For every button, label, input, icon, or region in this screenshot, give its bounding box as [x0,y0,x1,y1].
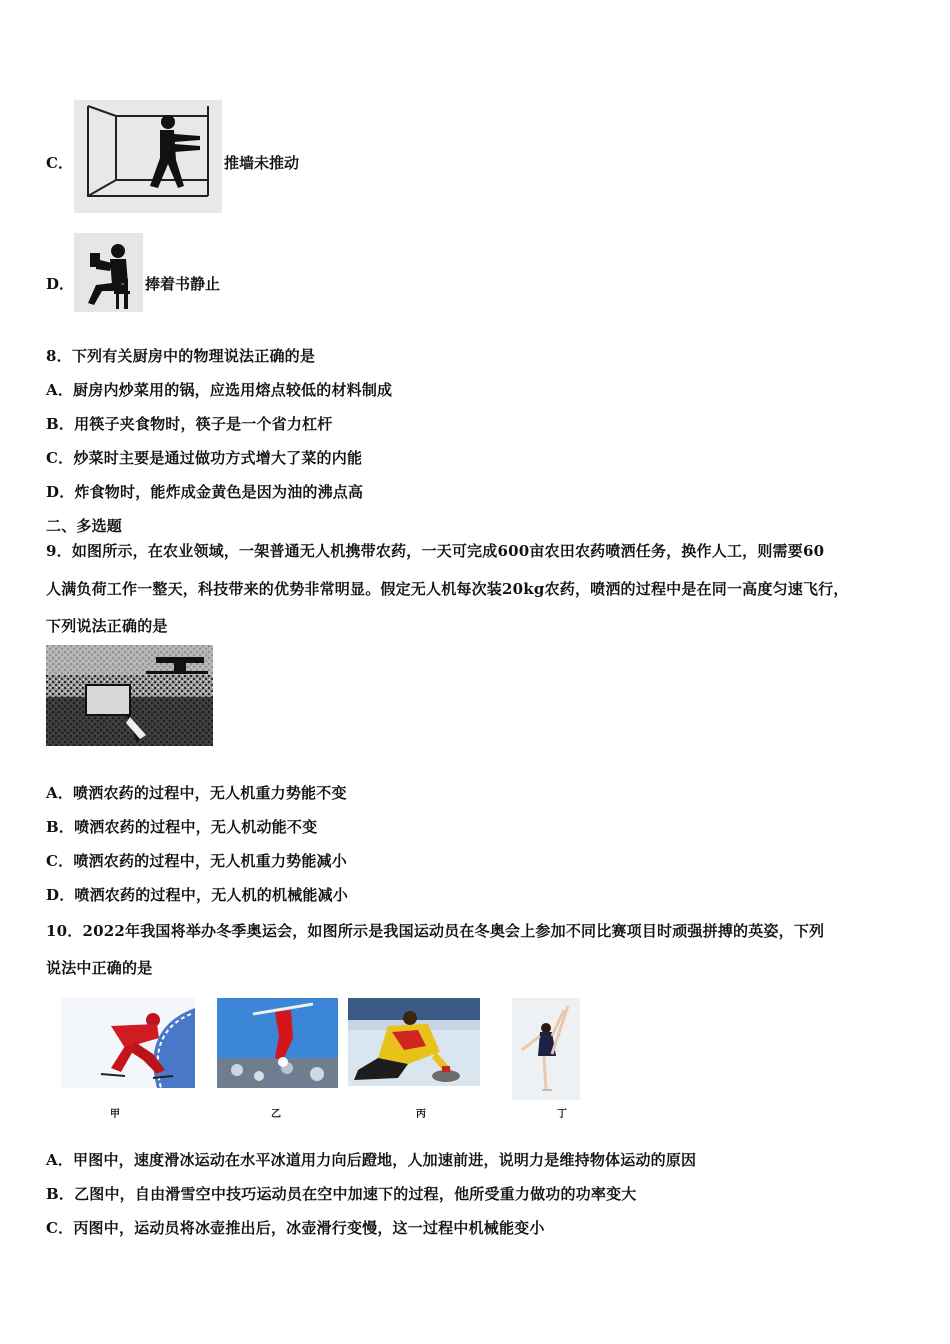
curling-photo [348,998,480,1086]
q9-stem-line-2: 人满负荷工作一整天，科技带来的优势非常明显。假定无人机每次装20kg农药，喷洒的过程中是在同一高度匀速飞行， [46,580,849,598]
q9-option-d: D．喷洒农药的过程中，无人机的机械能减小 [46,886,349,904]
q9-option-b: B．喷洒农药的过程中，无人机动能不变 [46,818,318,836]
section-title: 二、多选题 [46,517,123,535]
drone-figure [46,645,213,746]
speed-skating-figure [61,998,195,1088]
drone-photo [46,645,213,746]
holding-book-figure [74,233,143,312]
figure-skating-figure [512,998,580,1100]
aerial-skiing-photo [217,998,338,1088]
caption-ding: 丁 [557,1109,567,1120]
push-wall-figure [74,100,222,213]
curling-figure [348,998,480,1086]
q8-option-c: C．炒菜时主要是通过做功方式增大了菜的内能 [46,449,363,467]
q8-option-d: D．炸食物时，能炸成金黄色是因为油的沸点高 [46,483,364,501]
q7-option-c-text: 推墙未推动 [224,154,300,172]
q10-option-c: C．丙图中，运动员将冰壶推出后，冰壶滑行变慢，这一过程中机械能变小 [46,1219,545,1237]
speed-skating-photo [61,998,195,1088]
push-wall-illustration [74,100,222,213]
caption-jia: 甲 [110,1109,120,1120]
q7-option-c-label: C． [46,154,73,172]
q10-option-a: A．甲图中，速度滑冰运动在水平冰道用力向后蹬地，人加速前进，说明力是维持物体运动的原因 [46,1151,697,1169]
q7-option-d-label: D． [46,275,75,293]
q7-option-d-text: 捧着书静止 [145,275,221,293]
holding-book-illustration [74,233,143,312]
figure-skating-photo [512,998,580,1100]
aerial-skiing-figure [217,998,338,1088]
q10-option-b: B．乙图中，自由滑雪空中技巧运动员在空中加速下的过程，他所受重力做功的功率变大 [46,1185,637,1203]
q9-stem-line-3: 下列说法正确的是 [46,617,168,635]
caption-yi: 乙 [271,1109,281,1120]
caption-bing: 丙 [416,1109,426,1120]
q10-stem-line-2: 说法中正确的是 [46,959,153,977]
q10-stem-line-1: 10．2022年我国将举办冬季奥运会，如图所示是我国运动员在冬奥会上参加不同比赛项目时顽强拼搏的英姿，下列 [46,922,825,940]
q8-option-b: B．用筷子夹食物时，筷子是一个省力杠杆 [46,415,333,433]
q8-option-a: A．厨房内炒菜用的锅，应选用熔点较低的材料制成 [46,381,393,399]
q9-stem-line-1: 9．如图所示，在农业领域，一架普通无人机携带农药，一天可完成600亩农田农药喷洒任务，换作人工，则需要60 [46,542,825,560]
q9-option-c: C．喷洒农药的过程中，无人机重力势能减小 [46,852,347,870]
q8-stem: 8．下列有关厨房中的物理说法正确的是 [46,347,316,365]
q9-option-a: A．喷洒农药的过程中，无人机重力势能不变 [46,784,347,802]
